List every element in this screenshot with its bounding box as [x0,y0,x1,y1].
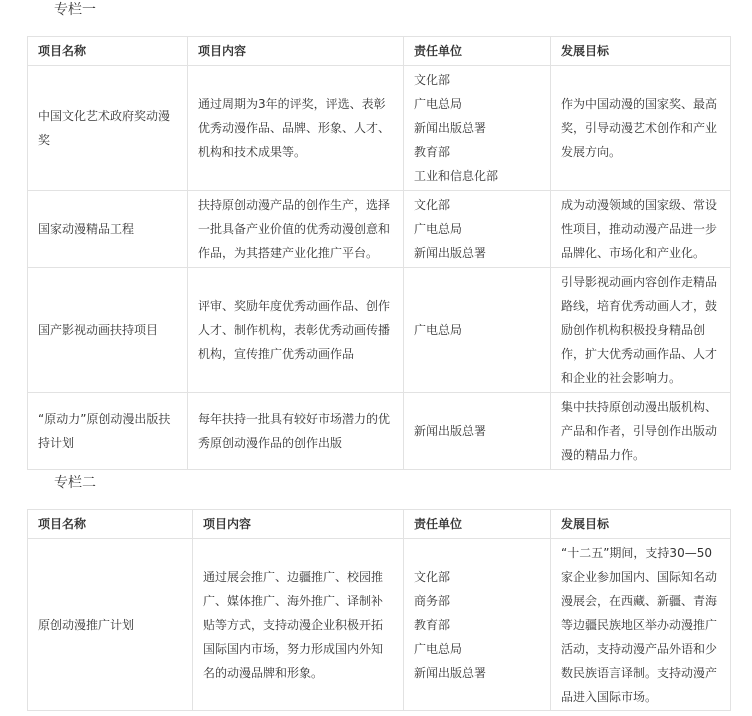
header-project-content: 项目内容 [193,510,404,539]
table-row [28,66,731,191]
project-name: “原动力”原创动漫出版扶持计划 [28,393,188,470]
unit: 广电总局 [414,641,463,656]
header-development-goal: 发展目标 [551,37,731,66]
table-row [28,393,731,470]
unit: 文化部 [414,73,451,87]
project-content: 通过周期为3年的评奖，评选、表彰优秀动漫作品、品牌、形象、人才、机构和技术成果等。 [188,66,404,191]
unit: 广电总局 [414,97,463,111]
project-name: 国产影视动画扶持项目 [28,268,188,393]
header-responsible-unit: 责任单位 [404,37,551,66]
unit: 商务部 [414,593,451,608]
header-development-goal: 发展目标 [551,510,731,539]
header-project-name: 项目名称 [28,37,188,66]
unit: 工业和信息化部 [414,169,499,183]
unit: 文化部 [414,569,451,584]
unit: 广电总局 [414,222,463,236]
table-header-row [28,37,731,66]
responsible-units [404,393,551,470]
development-goal: 集中扶持原创动漫出版机构、产品和作者，引导创作出版动漫的精品力作。 [551,393,731,470]
header-responsible-unit: 责任单位 [404,510,551,539]
development-goal: “十二五”期间，支持30—50家企业参加国内、国际知名动漫展会，在西藏、新疆、青海等边疆民族地区举办动漫推广活动，支持动漫产品外语和少数民族语言译制。支持动漫产品进入国际市场。 [551,539,731,711]
responsible-units [404,539,551,711]
project-name: 中国文化艺术政府奖动漫奖 [28,66,188,191]
unit: 新闻出版总署 [414,424,487,438]
table-row [28,539,731,711]
project-table-1 [27,36,731,470]
section-title-1: 专栏一 [54,2,96,18]
table-row [28,268,731,393]
project-content: 评审、奖励年度优秀动画作品、创作人才、制作机构，表彰优秀动画传播机构，宣传推广优秀动画作品 [188,268,404,393]
unit: 教育部 [414,145,451,159]
unit: 新闻出版总署 [414,246,487,260]
responsible-units [404,66,551,191]
responsible-units [404,268,551,393]
unit: 新闻出版总署 [414,665,487,680]
unit: 教育部 [414,617,451,632]
project-content: 扶持原创动漫产品的创作生产，选择一批具备产业价值的优秀动漫创意和作品，为其搭建产业化推广平台。 [188,191,404,268]
project-name: 原创动漫推广计划 [28,539,193,711]
project-content: 通过展会推广、边疆推广、校园推广、媒体推广、海外推广、译制补贴等方式，支持动漫企业积极开拓国际国内市场，努力形成国内外知名的动漫品牌和形象。 [193,539,404,711]
section-title-2: 专栏二 [54,475,96,491]
development-goal: 成为动漫领域的国家级、常设性项目，推动动漫产品进一步品牌化、市场化和产业化。 [551,191,731,268]
project-content: 每年扶持一批具有较好市场潜力的优秀原创动漫作品的创作出版 [188,393,404,470]
table-row [28,191,731,268]
table-header-row [28,510,731,539]
development-goal: 引导影视动画内容创作走精品路线，培育优秀动画人才，鼓励创作机构积极投身精品创作，扩大优秀动画作品、人才和企业的社会影响力。 [551,268,731,393]
responsible-units [404,191,551,268]
unit: 广电总局 [414,323,463,337]
project-name: 国家动漫精品工程 [28,191,188,268]
header-project-content: 项目内容 [188,37,404,66]
project-table-2 [27,509,731,711]
development-goal: 作为中国动漫的国家奖、最高奖，引导动漫艺术创作和产业发展方向。 [551,66,731,191]
unit: 文化部 [414,198,451,212]
header-project-name: 项目名称 [28,510,193,539]
unit: 新闻出版总署 [414,121,487,135]
